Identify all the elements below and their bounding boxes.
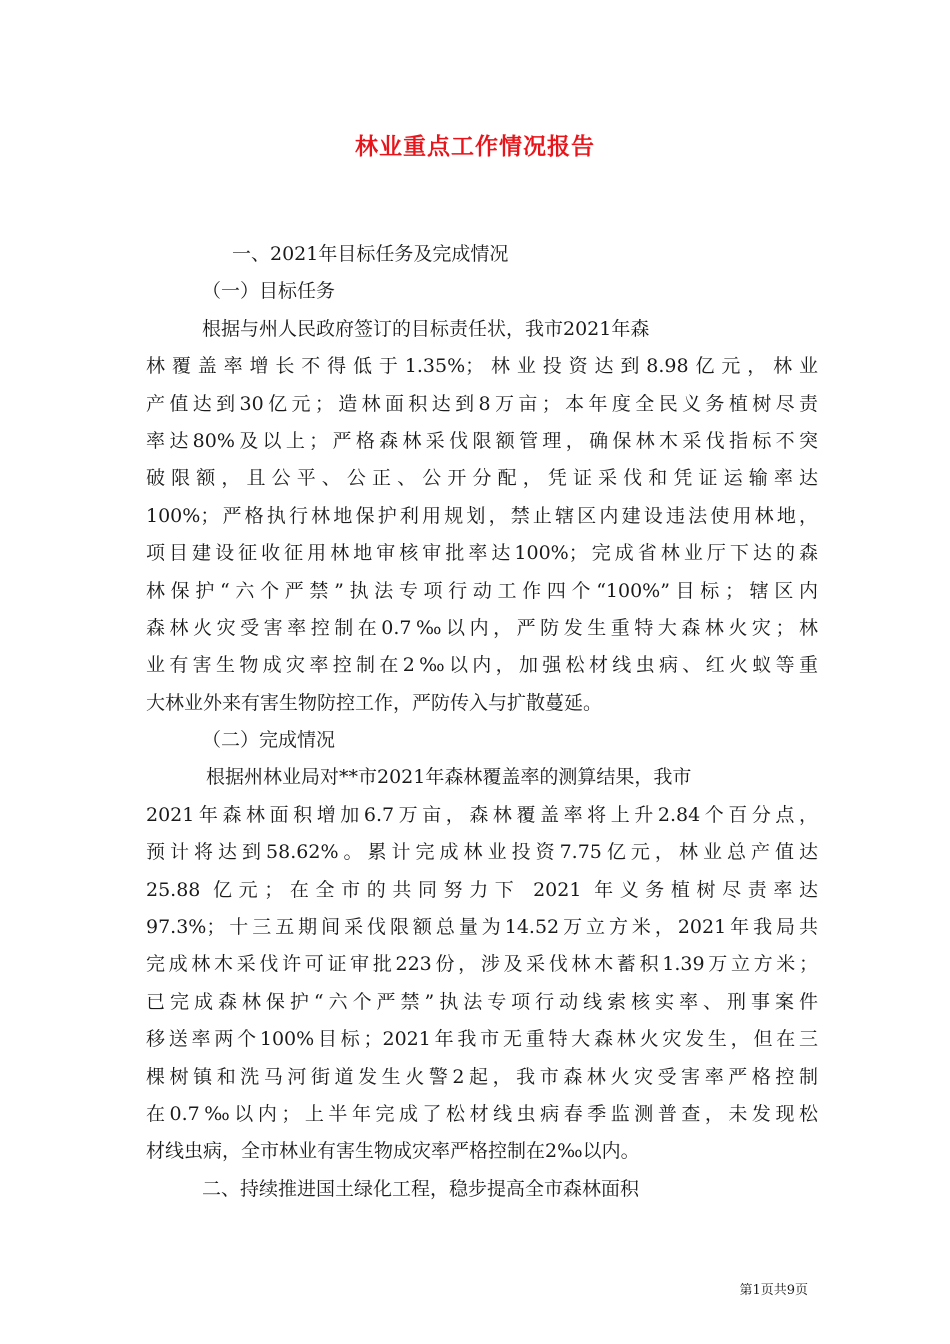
paragraph-line: 已完成森林保护“六个严禁”执法专项行动线索核实率、刑事案件 bbox=[146, 990, 818, 1013]
paragraph-line: 25.88 亿元；在全市的共同努力下 2021 年义务植树尽责率达 bbox=[146, 878, 818, 901]
paragraph-line: 率达80%及以上；严格森林采伐限额管理，确保林木采伐指标不突 bbox=[146, 429, 818, 452]
paragraph-line: 在0.7‰以内；上半年完成了松材线虫病春季监测普查，未发现松 bbox=[146, 1102, 818, 1125]
paragraph-line: 完成林木采伐许可证审批223份，涉及采伐林木蓄积1.39万立方米； bbox=[146, 953, 818, 976]
paragraph-line: 林保护“六个严禁”执法专项行动工作四个“100%”目标；辖区内 bbox=[146, 579, 818, 602]
paragraph-line: 97.3%；十三五期间采伐限额总量为14.52万立方米，2021年我局共 bbox=[146, 916, 818, 939]
paragraph-line: 林覆盖率增长不得低于1.35%；林业投资达到8.98亿元，林业 bbox=[146, 355, 818, 378]
paragraph-line: 材线虫病，全市林业有害生物成灾率严格控制在2‰以内。 bbox=[146, 1140, 640, 1163]
document-body bbox=[146, 236, 818, 1208]
paragraph-line: 破限额，且公平、公正、公开分配，凭证采伐和凭证运输率达 bbox=[146, 467, 818, 490]
subsection-heading: （二）完成情况 bbox=[202, 729, 336, 752]
paragraph-line: 森林火灾受害率控制在0.7‰以内，严防发生重特大森林火灾；林 bbox=[146, 616, 818, 639]
paragraph-line: 大林业外来有害生物防控工作，严防传入与扩散蔓延。 bbox=[146, 691, 603, 714]
page-number: 第1页共9页 bbox=[739, 1283, 808, 1298]
paragraph-line: 100%；严格执行林地保护利用规划，禁止辖区内建设违法使用林地， bbox=[146, 504, 818, 527]
paragraph-line: 棵树镇和洗马河街道发生火警2起，我市森林火灾受害率严格控制 bbox=[146, 1065, 818, 1088]
subsection-heading: （一）目标任务 bbox=[202, 280, 336, 303]
paragraph-line: 移送率两个100%目标；2021年我市无重特大森林火灾发生，但在三 bbox=[146, 1028, 818, 1051]
paragraph-line: 预计将达到58.62%。累计完成林业投资7.75亿元，林业总产值达 bbox=[146, 841, 818, 864]
paragraph-line: 产值达到30亿元；造林面积达到8万亩；本年度全民义务植树尽责 bbox=[146, 392, 818, 415]
section-heading: 一、2021年目标任务及完成情况 bbox=[232, 243, 509, 265]
section-heading: 二、持续推进国土绿化工程，稳步提高全市森林面积 bbox=[202, 1177, 640, 1200]
paragraph-line: 业有害生物成灾率控制在2‰以内，加强松材线虫病、红火蚁等重 bbox=[146, 654, 818, 677]
paragraph-line: 2021年森林面积增加6.7万亩，森林覆盖率将上升2.84个百分点， bbox=[146, 803, 818, 826]
paragraph-line: 项目建设征收征用林地审核审批率达100%；完成省林业厅下达的森 bbox=[146, 542, 818, 565]
document-title: 林业重点工作情况报告 bbox=[355, 133, 595, 160]
paragraph-line: 根据与州人民政府签订的目标责任状，我市2021年森 bbox=[202, 317, 650, 340]
paragraph-line: 根据州林业局对**市2021年森林覆盖率的测算结果，我市 bbox=[206, 766, 692, 789]
